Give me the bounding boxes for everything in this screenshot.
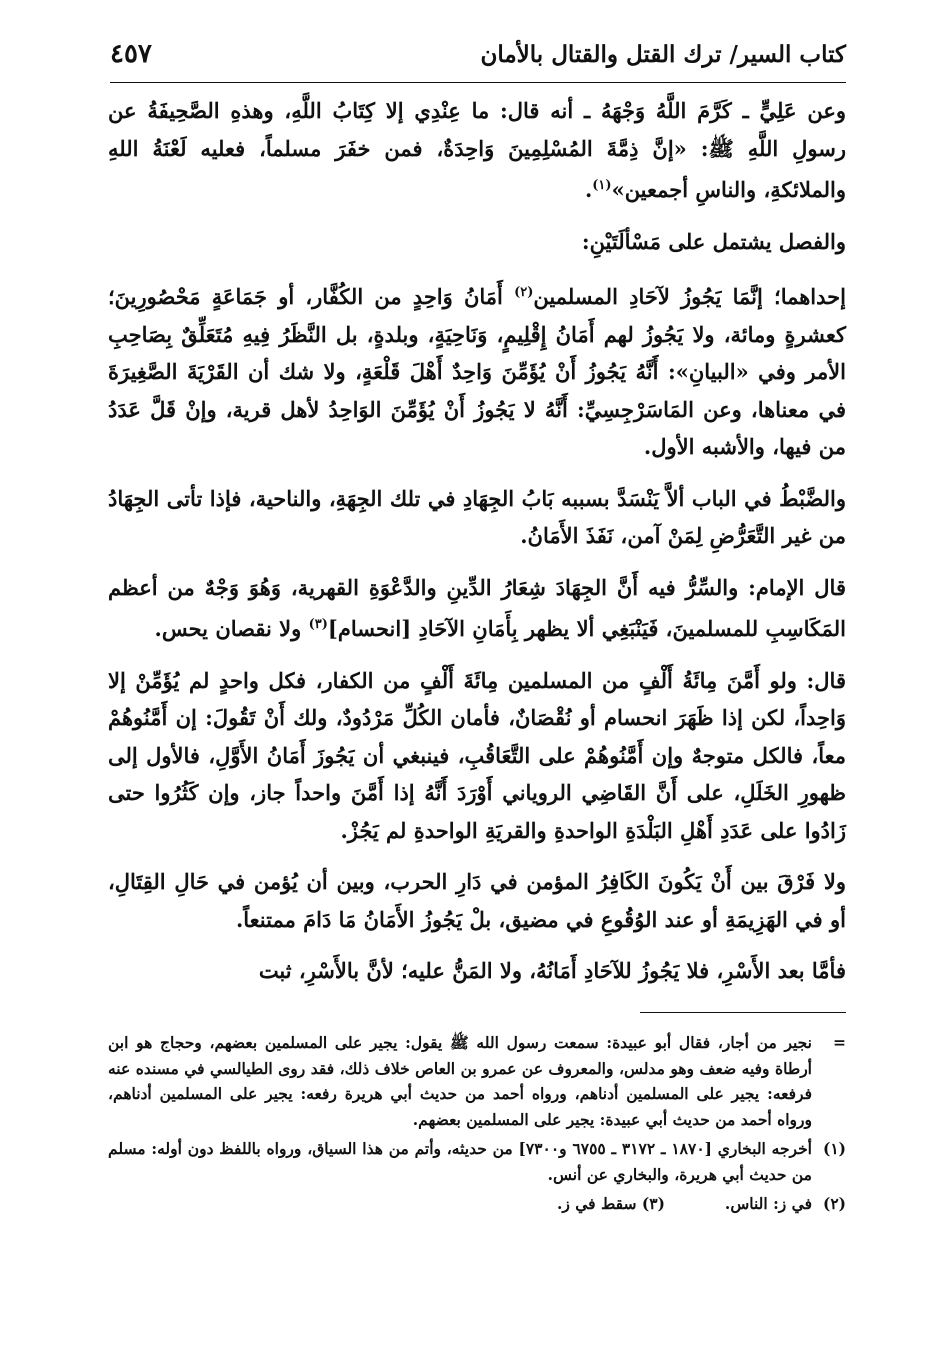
footnotes (108, 1030, 846, 1221)
footnote-divider (640, 1012, 846, 1013)
paragraph-text: والفصل يشتمل على مَسْألَتَيْنِ: (581, 228, 846, 254)
main-text (108, 92, 846, 1004)
paragraph-text: قال: ولو أَمَّنَ مِائَةُ أَلْفٍ من المسلمين مِائَةَ أَلْفٍ من الكفار، فكل واحدٍ لم يُؤَمِّنْ إلا وَاحِداً، لكن إذا ظَهَرَ انحسام أو نُقْصَانٌ، فأمان الكُلِّ مَرْدُودٌ، ولك أَنْ تَقُولَ: إن أَمَّنُوهُمْ معاً، فالكل متوجهٌ وإن أَمَّنُوهُمْ على التَّعَاقُبِ، فينبغي أن يَجُوزَ أَمَانُ الأَوَّلِ، فالأول إلى ظهورِ الخَلَلِ، على أَنَّ القَاضِي الروياني أَوْرَدَ أَنَّهُ إذا أَمَّنَ واحداً جاز، وإن كَثُرُوا حتى زَادُوا على عَدَدِ أَهْلِ البَلْدَةِ الواحدةِ والقريَةِ الواحدةِ لم يَجُزْ. (108, 667, 846, 843)
paragraph-imam (108, 569, 846, 648)
footnote-mark: = (833, 1033, 846, 1052)
paragraph-after-capture (108, 952, 846, 990)
paragraph-hundred-thousand (108, 662, 846, 850)
page-number: ٤٥٧ (110, 39, 152, 69)
footnote-2-3 (108, 1191, 846, 1217)
paragraph-text: ولا فَرْقَ بين أَنْ يَكُونَ الكَافِرُ المؤمن في دَارِ الحرب، وبين أن يُؤمن في حَالِ القِتَالِ، أو في الهَزِيمَةِ أو عند الوُقُوعِ في مضيق، بلْ يَجُوزُ الأَمَانُ مَا دَامَ ممتنعاً. (108, 869, 846, 932)
chapter-title: كتاب السير/ ترك القتل والقتال بالأمان (480, 40, 846, 68)
paragraph-first-issue (108, 274, 846, 466)
paragraph-criterion (108, 480, 846, 555)
footnote-text: في ز: الناس. (724, 1194, 812, 1213)
paragraph-text: والضَّبْطُ في الباب ألاَّ يَنْسَدَّ بسببه بَابُ الجِهَادِ في تلك الجِهَةِ، والناحية، فإذا تأتى الجِهَادُ من غير التَّعَرُّضِ لِمَنْ آمن، نَفَذَ الأَمَانُ. (108, 485, 846, 548)
paragraph-text: أَمَانُ وَاحِدٍ من الكُفَّار، أو جَمَاعَةٍ مَحْصُورِينَ؛ كعشرةٍ ومائة، ولا يَجُوزُ لهم أَمَانُ إِقْلِيمٍ، وَنَاحِيَةٍ، وبلدةٍ، بل النَّظَرُ فِيهِ مُتَعَلِّقٌ بِصَاحِبِ الأمر وفي «البيانِ»: أَنَّهُ يَجُوزُ أَنْ يُؤَمِّنَ وَاحِدٌ أَهْلَ قَلْعَةٍ، ولا شك أن القَرْيَةَ الصَّغِيرَةَ في معناها، وعن المَاسَرْجِسِيِّ: أَنَّهُ لا يَجُوزُ أَنْ يُؤَمِّنَ الوَاحِدُ لأهل قرية، وإنْ قَلَّ عَدَدُ من فيها، والأشبه الأول. (108, 284, 846, 459)
paragraph-no-difference (108, 863, 846, 938)
footnote-text: أخرجه البخاري [١٨٧٠ ـ ٣١٧٢ ـ ٦٧٥٥ و٧٣٠٠] من حديثه، وأتم من هذا السياق، ورواه باللفظ دون أوله: مسلم من حديث أبي هريرة، والبخاري عن أنس. (108, 1139, 812, 1184)
footnote-mark: (٢) (822, 1194, 846, 1213)
paragraph-intro (108, 223, 846, 261)
paragraph-text: إنَّمَا يَجُوزُ لآحَادِ المسلمين (533, 284, 775, 309)
header-divider (110, 82, 846, 83)
footnote-ref-3: (٣) (308, 617, 328, 632)
footnote-mark: (١) (822, 1139, 846, 1158)
paragraph-text: وعن عَلِيٍّ ـ كَرَّمَ اللَّهُ وَجْهَهُ ـ أنه قال: ما عِنْدِي إلا كِتَابُ اللَّهِ، وهذهِ الصَّحِيفَةُ عن رسولِ اللَّهِ ﷺ: «إنَّ ذِمَّةَ المُسْلِمِينَ وَاحِدَةٌ، فمن خفَرَ مسلماً، فعليه لَعْنَةُ اللهِ والملائكةِ، والناسِ أجمعين» (108, 98, 846, 202)
footnote-1 (108, 1136, 846, 1187)
running-header (110, 28, 846, 80)
paragraph-hadith (108, 92, 846, 209)
footnote-text: نجير من أجار، فقال أبو عبيدة: سمعت رسول الله ﷺ يقول: يجير على المسلمين بعضهم، وحجاج هو ابن أرطاة وفيه ضعف وهو مدلس، والمعروف عن عمرو بن العاص خلاف ذلك، فقد روى الطيالسي في مسنده عنه فرفعه: يجير على المسلمين أدناهم، ورواه أحمد من حديث أبي هريرة رفعه: يجير على المسلمين أدناهم، ورواه أحمد من حديث أبي عبيدة: يجير على المسلمين بعضهم. (108, 1033, 812, 1129)
footnote-row (557, 1191, 812, 1217)
issue-lead: إحداهما؛ (774, 284, 846, 309)
footnote-ref-2: (٢) (514, 285, 534, 300)
paragraph-end: . (584, 177, 593, 202)
footnote-ref-1: (١) (592, 178, 612, 193)
footnote-text: (٣) سقط في ز. (556, 1194, 665, 1213)
paragraph-text: فأمَّا بعد الأَسْرِ، فلا يَجُوزُ للآحَادِ أَمَانُهُ، ولا المَنُّ عليه؛ لأنَّ بالأَسْرِ، ثبت (258, 958, 846, 983)
paragraph-text: ولا نقصان يحس. (154, 616, 309, 641)
paragraph-text: قال الإمام: والسِّرُّ فيه أَنَّ الجِهَادَ شِعَارُ الدِّينِ والدَّعْوَةِ القهرية، وَهُوَ وَجْهٌ من أعظم المَكَاسِبِ للمسلمينَ، فَيَنْبَغِي ألا يظهر بِأَمَانِ الآحَادِ [انحسام] (108, 574, 846, 641)
footnote-continued (108, 1030, 846, 1132)
